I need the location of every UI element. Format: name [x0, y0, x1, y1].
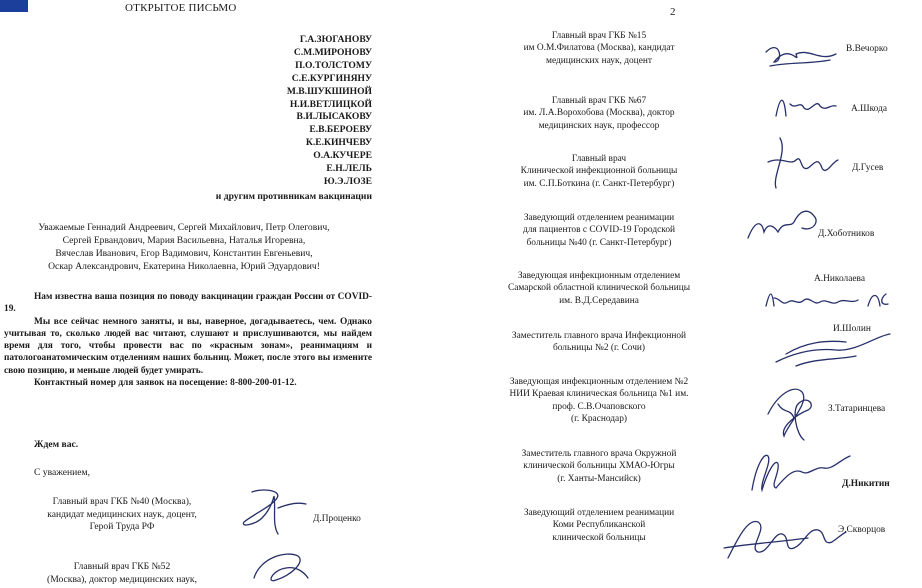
recipient: Е.В.БЕРОЕВУ: [309, 124, 372, 136]
recipients-list: [216, 34, 372, 204]
signer-title: [484, 330, 714, 355]
signer-title-line: Клинической инфекционной больницы: [520, 166, 678, 177]
recipient: Е.Н.ЛЕЛЬ: [326, 163, 372, 175]
signer-title-line: им О.М.Филатова (Москва), кандидат: [523, 43, 675, 54]
signer-title-line: Главный врач: [571, 154, 627, 164]
signer-title-line: кандидат медицинских наук, доцент,: [47, 508, 197, 520]
signer-title-line: клинической больницы ХМАО-Югры: [523, 461, 675, 472]
signer-title: [484, 212, 714, 249]
signer-title: [484, 448, 714, 485]
letter-page-2: [462, 0, 922, 585]
signer-title-line: Самарской областной клинической больницы: [507, 283, 691, 294]
signer-title-line: Заместитель главного врача Инфекционной: [511, 331, 687, 341]
recipients-tail: и другим противникам вакцинации: [215, 190, 372, 202]
signer-title-line: Главный врач ГКБ №15: [551, 31, 647, 41]
signer-title-line: Главный врач ГКБ №52: [73, 561, 171, 572]
signer-title-line: Герой Труда РФ: [89, 521, 155, 533]
page-number: 2: [670, 6, 676, 18]
closing-wait: Ждем вас.: [34, 439, 79, 450]
signer-title-line: (Москва), доктор медицинских наук,: [47, 573, 197, 585]
greeting-line: Вячеслав Иванович, Егор Вадимович, Константин Евгеньевич,: [55, 247, 313, 259]
recipient: К.Е.КИНЧЕВУ: [305, 137, 372, 149]
signer-name: В.Вечорко: [846, 44, 888, 54]
signer-title-line: больницы №2 (г. Сочи): [552, 343, 646, 354]
signer-title-line: Заведующая инфекционным отделением: [517, 271, 681, 281]
signer-title-line: (г. Ханты-Мансийск): [557, 473, 641, 484]
recipient: Ю.Э.ЛОЗЕ: [323, 175, 372, 187]
signer-title: [484, 95, 714, 132]
signer-title-line: им. С.П.Боткина (г. Санкт-Петербург): [523, 178, 675, 189]
signer-name: И.Шолин: [833, 324, 871, 334]
signer-title: [484, 270, 714, 307]
signer-title-line: Заместитель главного врача Окружной: [521, 449, 677, 459]
greeting: [14, 222, 354, 274]
signer-title: [22, 561, 222, 586]
signer-title-line: больницы №40 (г. Санкт-Петербург): [526, 237, 672, 248]
greeting-line: Уважаемые Геннадий Андреевич, Сергей Михайлович, Петр Олегович,: [38, 222, 330, 233]
body-paragraph-1: Нам известна ваша позиция по поводу вакцинации граждан России от COVID-19.: [4, 292, 372, 315]
signer-title-line: Заведующий отделением реанимации: [523, 213, 675, 223]
signer-title-line: им. В.Д.Середавина: [559, 295, 639, 306]
signer-title-line: медицинских наук, профессор: [538, 120, 660, 131]
letter-title: ОТКРЫТОЕ ПИСЬМО: [125, 2, 237, 14]
recipient: М.В.ШУКШИНОЙ: [286, 85, 372, 97]
signer-title-line: клинической больницы: [552, 532, 646, 543]
signer-title-line: Коми Республиканской: [552, 520, 646, 531]
signer-title-line: Главный врач ГКБ №67: [551, 96, 647, 106]
recipient: Н.И.ВЕТЛИЦКОЙ: [289, 98, 372, 110]
signer-title-line: Главный врач ГКБ №40 (Москва),: [52, 496, 192, 507]
letter-body: [4, 291, 372, 389]
signer-name: Э.Скворцов: [838, 525, 886, 535]
signer-name: Д.Гусев: [852, 163, 884, 173]
signer-name: Д.Проценко: [313, 514, 361, 524]
signer-name: З.Татаринцева: [828, 404, 886, 414]
recipient: П.О.ТОЛСТОМУ: [295, 59, 372, 71]
signer-title: [484, 30, 714, 67]
recipient: С.М.МИРОНОВУ: [293, 46, 372, 58]
signer-title-line: для пациентов с COVID-19 Городской: [522, 225, 676, 236]
signer-title-line: проф. С.В.Очаповского: [552, 401, 646, 412]
recipient: С.Е.КУРГИНЯНУ: [291, 72, 372, 84]
signer-title-line: Заведующая инфекционным отделением №2: [509, 377, 689, 387]
signer-title: [22, 496, 222, 534]
signer-title-line: им. Л.А.Ворохобова (Москва), доктор: [523, 108, 675, 119]
signer-title: [484, 507, 714, 544]
signer-title-line: медицинских наук, доцент: [546, 55, 652, 66]
signer-name: Д.Никитин: [842, 479, 890, 489]
greeting-line: Оскар Александрович, Екатерина Николаевна, Юрий Эдуардович!: [48, 260, 320, 272]
signer-name: А.Шкода: [851, 104, 887, 114]
signer-name: Д.Хоботников: [818, 229, 875, 239]
body-paragraph-2: Мы все сейчас немного заняты, и вы, наверное, догадываетесь, чем. Однако учитывая то, сколько людей вас читают, слушают и прислушиваются, мы найдем время для того, чтобы провести вас по «красным зонам», реанимациям и патологоанатомическим отделениям наших больниц. Может, после этого вы измените свою позицию, и меньше людей будет умирать.: [4, 316, 372, 376]
signer-title-line: Заведующий отделением реанимации: [523, 508, 675, 518]
body-paragraph-3: Контактный номер для заявок на посещение: 8-800-200-01-12.: [34, 378, 297, 389]
greeting-line: Сергей Ервандович, Мария Васильевна, Наталья Игоревна,: [62, 234, 306, 246]
signer-title-line: (г. Краснодар): [570, 414, 628, 425]
signer-title: [484, 376, 714, 426]
recipient: Г.А.ЗЮГАНОВУ: [299, 34, 372, 45]
closing-regards: С уважением,: [34, 467, 91, 478]
signer-title-line: НИИ Краевая клиническая больница №1 им.: [509, 389, 689, 400]
signer-name: А.Николаева: [814, 274, 866, 284]
letter-page-1: [0, 0, 460, 585]
recipient: В.И.ЛЫСАКОВУ: [296, 111, 372, 123]
signer-title: [484, 153, 714, 190]
recipient: О.А.КУЧЕРЕ: [313, 150, 372, 162]
